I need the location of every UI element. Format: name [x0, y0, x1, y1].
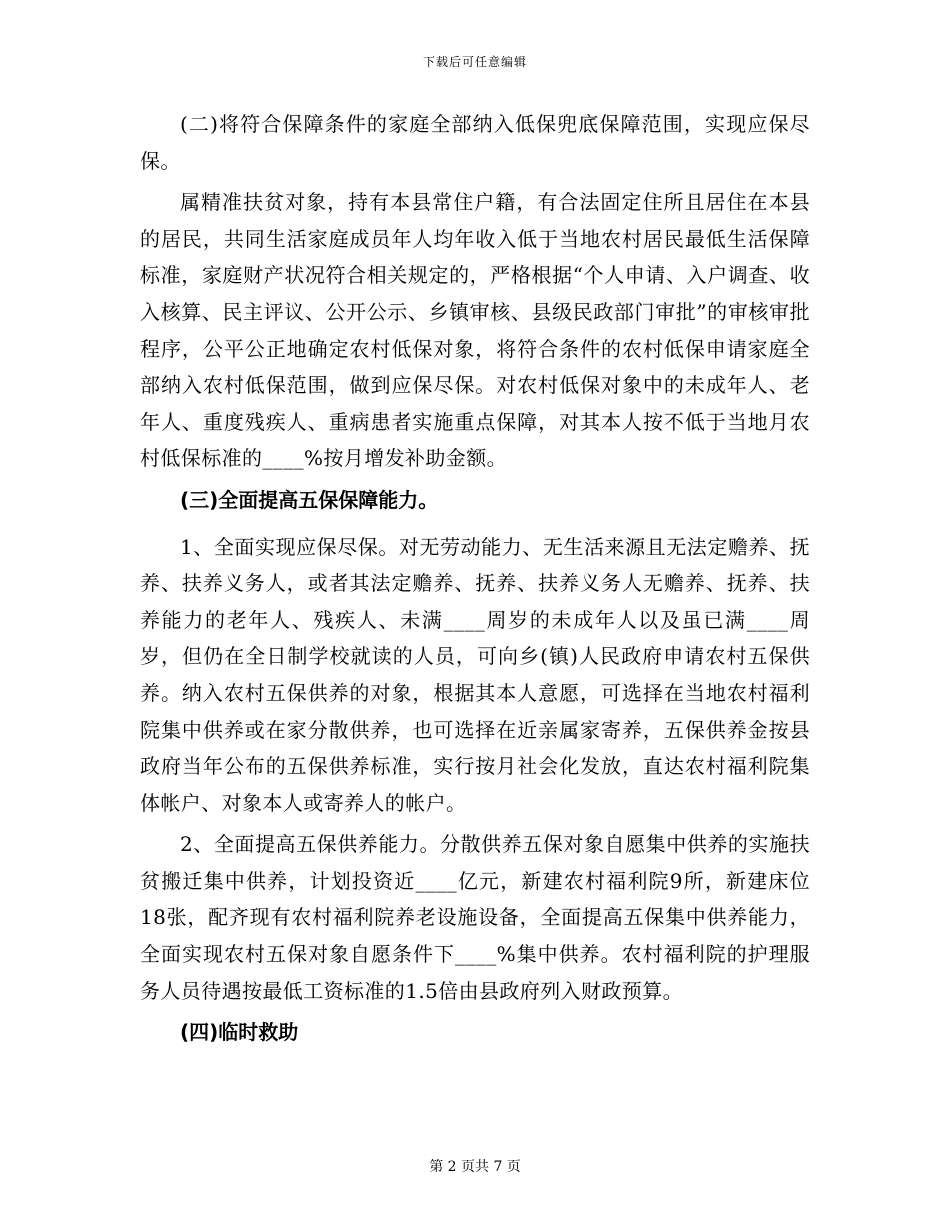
heading-section-3: (三)全面提高五保保障能力。: [180, 487, 439, 512]
paragraph-five-guarantees-coverage: 1、全面实现应保尽保。对无劳动能力、无生活来源且无法定赡养、抚养、扶养义务人，或者其法定赡养、抚养、扶养义务人无赡养、抚养、扶养能力的老年人、残疾人、未满____周岁的未成年人以及虽已满____周岁，但仍在全日制学校就读的人员，可向乡(镇)人民政府申请农村五保供养。纳入农村五保供养的对象，根据其本人意愿，可选择在当地农村福利院集中供养或在家分散供养，也可选择在近亲属家寄养，五保供养金按县政府当年公布的五保供养标准，实行按月社会化发放，直达农村福利院集体帐户、对象本人或寄养人的帐户。: [140, 534, 810, 815]
heading-section-4: (四)临时救助: [180, 1020, 299, 1045]
page-header: 下载后可任意编辑: [422, 55, 527, 69]
paragraph-section-2-title: (二)将符合保障条件的家庭全部纳入低保兜底保障范围，实现应保尽保。: [140, 112, 810, 173]
paragraph-low-income-criteria: 属精准扶贫对象，持有本县常住户籍，有合法固定住所且居住在本县的居民，共同生活家庭成员年人均年收入低于当地农村居民最低生活保障标准，家庭财产状况符合相关规定的，严格根据“个人申请、入户调查、收入核算、民主评议、公开公示、乡镇审核、县级民政部门审批”的审核审批程序，公平公正地确定农村低保对象，将符合条件的农村低保申请家庭全部纳入农村低保范围，做到应保尽保。对农村低保对象中的未成年人、老年人、重度残疾人、重病患者实施重点保障，对其本人按不低于当地月农村低保标准的____%按月增发补助金额。: [140, 190, 810, 471]
page-footer: 第 2 页共 7 页: [429, 1159, 521, 1175]
document-body: [140, 106, 810, 1061]
paragraph-five-guarantees-capacity: 2、全面提高五保供养能力。分散供养五保对象自愿集中供养的实施扶贫搬迁集中供养，计划投资近____亿元，新建农村福利院9所，新建床位18张，配齐现有农村福利院养老设施设备，全面提高五保集中供养能力，全面实现农村五保对象自愿条件下____%集中供养。农村福利院的护理服务人员待遇按最低工资标准的1.5倍由县政府列入财政预算。: [140, 832, 810, 1003]
